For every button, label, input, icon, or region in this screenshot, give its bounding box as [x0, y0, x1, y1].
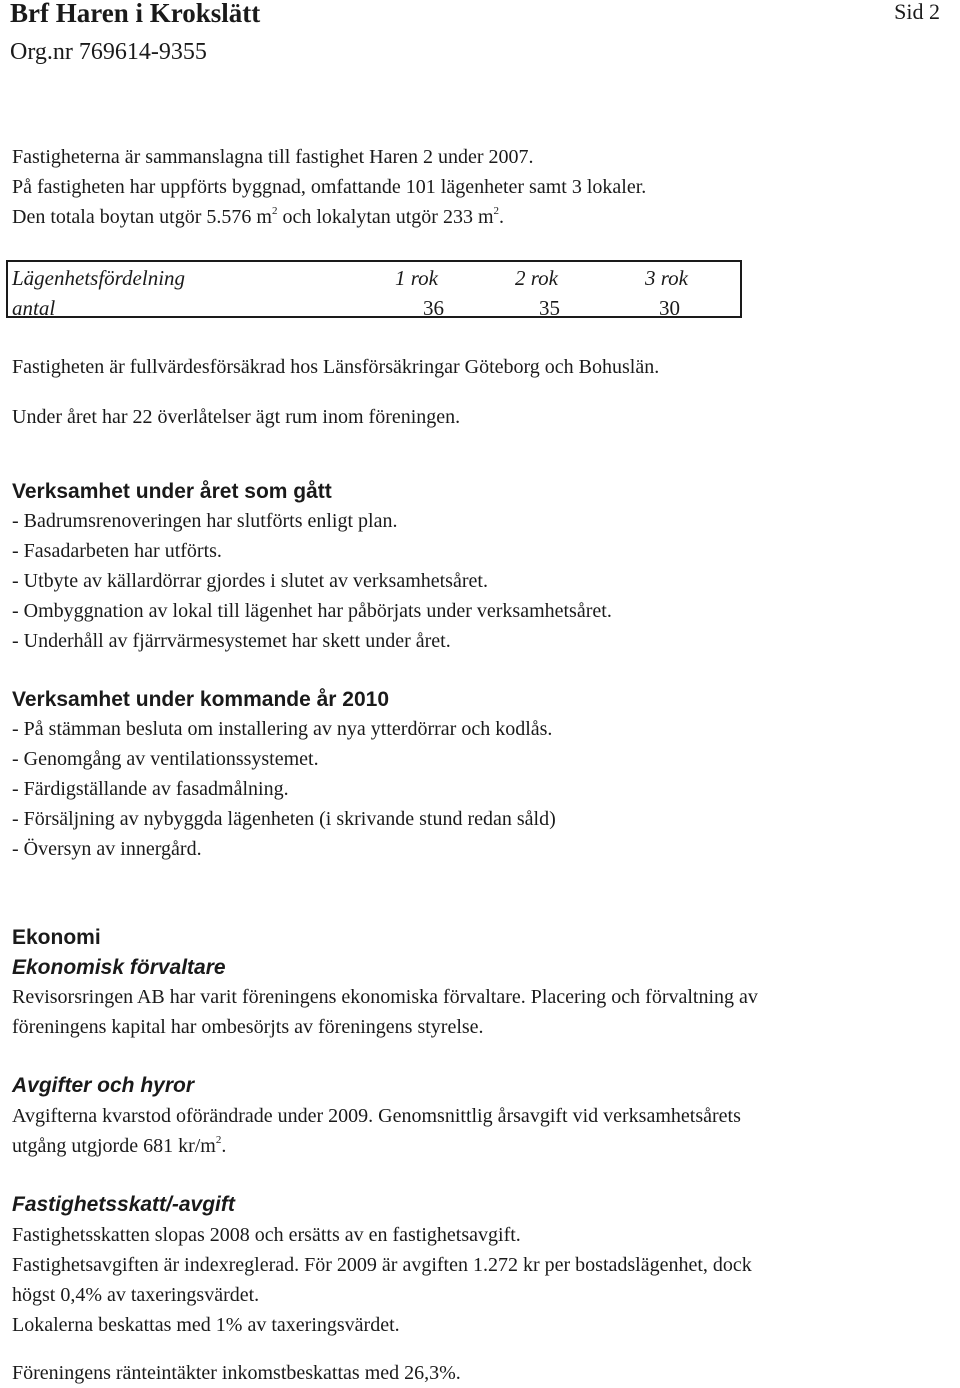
table-col-3-value: 30 [659, 296, 680, 320]
superscript: 2 [493, 205, 500, 217]
table-col-1-value: 36 [423, 296, 444, 320]
economy-heading: Ekonomi [12, 926, 101, 949]
coming-year-heading: Verksamhet under kommande år 2010 [12, 688, 390, 711]
org-number: Org.nr 769614-9355 [10, 39, 207, 65]
manager-line-1: Revisorsringen AB har varit föreningens ekonomiska förvaltare. Placering och förvaltning av [12, 986, 758, 1008]
list-item: - På stämman besluta om installering av nya ytterdörrar och kodlås. [12, 718, 553, 740]
table-col-3-name: 3 rok [645, 266, 688, 290]
tax-line-1: Fastighetsskatten slopas 2008 och ersätts av en fastighetsavgift. [12, 1224, 521, 1246]
manager-line-2: föreningens kapital har ombesörjts av föreningens styrelse. [12, 1016, 484, 1038]
fees-line-1: Avgifterna kvarstod oförändrade under 2009. Genomsnittlig årsavgift vid verksamhetsårets [12, 1105, 741, 1127]
list-item: - Underhåll av fjärrvärmesystemet har skett under året. [12, 630, 451, 652]
tax-line-4: Lokalerna beskattas med 1% av taxeringsvärdet. [12, 1314, 400, 1336]
table-col-2-value: 35 [539, 296, 560, 320]
table-col-1-name: 1 rok [395, 266, 438, 290]
apartment-distribution-table [6, 260, 742, 318]
intro-line-2: På fastigheten har uppförts byggnad, omfattande 101 lägenheter samt 3 lokaler. [12, 176, 647, 198]
tax-heading: Fastighetsskatt/-avgift [12, 1193, 235, 1216]
fees-line-2-b: . [221, 1135, 227, 1157]
list-item: - Fasadarbeten har utförts. [12, 540, 222, 562]
manager-heading: Ekonomisk förvaltare [12, 956, 226, 979]
superscript: 2 [215, 1134, 222, 1146]
transfers-text: Under året har 22 överlåtelser ägt rum inom föreningen. [12, 406, 461, 428]
tax-line-3: högst 0,4% av taxeringsvärdet. [12, 1284, 260, 1306]
list-item: - Färdigställande av fasadmålning. [12, 778, 289, 800]
table-col-2-name: 2 rok [515, 266, 558, 290]
insurance-text: Fastigheten är fullvärdesförsäkrad hos Länsförsäkringar Göteborg och Bohuslän. [12, 356, 660, 378]
table-header-label: Lägenhetsfördelning [12, 266, 186, 290]
fees-line-2-a: utgång utgjorde 681 kr/m [12, 1135, 216, 1157]
intro-line-3 [12, 202, 504, 232]
list-item: - Utbyte av källardörrar gjordes i slutet av verksamhetsåret. [12, 570, 488, 592]
intro-line-3-a: Den totala boytan utgör 5.576 m [12, 206, 272, 228]
list-item: - Ombyggnation av lokal till lägenhet har påbörjats under verksamhetsåret. [12, 600, 612, 622]
intro-line-3-c: . [499, 206, 505, 228]
fees-heading: Avgifter och hyror [12, 1074, 195, 1097]
table-row-label: antal [12, 296, 56, 320]
intro-line-1: Fastigheterna är sammanslagna till fastighet Haren 2 under 2007. [12, 146, 534, 168]
interest-text: Föreningens ränteintäkter inkomstbeskattas med 26,3%. [12, 1362, 461, 1384]
list-item: - Genomgång av ventilationssystemet. [12, 748, 319, 770]
intro-line-3-b: och lokalytan utgör 233 m [282, 206, 494, 228]
list-item: - Badrumsrenoveringen har slutförts enligt plan. [12, 510, 398, 532]
superscript: 2 [271, 205, 278, 217]
fees-line-2 [12, 1131, 226, 1161]
list-item: - Översyn av innergård. [12, 838, 202, 860]
document-title: Brf Haren i Krokslätt [10, 0, 261, 28]
tax-line-2: Fastighetsavgiften är indexreglerad. För 2009 är avgiften 1.272 kr per bostadslägenhet, dock [12, 1254, 752, 1276]
list-item: - Försäljning av nybyggda lägenheten (i skrivande stund redan såld) [12, 808, 556, 830]
past-year-heading: Verksamhet under året som gått [12, 480, 332, 503]
page-number: Sid 2 [894, 0, 940, 24]
